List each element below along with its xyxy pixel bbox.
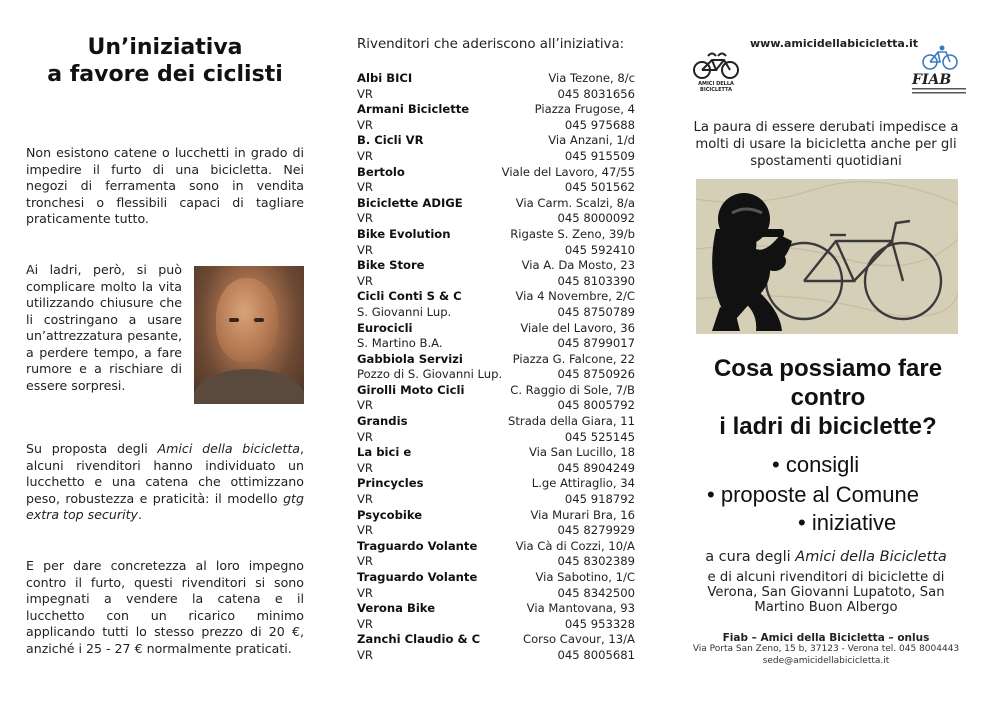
portrait-shoulders bbox=[194, 369, 304, 404]
retailer-row-secondary bbox=[357, 336, 635, 352]
retailer-row bbox=[357, 539, 635, 555]
retailer-row bbox=[357, 289, 635, 305]
retailer-row-secondary bbox=[357, 648, 635, 664]
retailer-address: L.ge Attiraglio, 34 bbox=[531, 476, 635, 491]
retailer-city: VR bbox=[357, 647, 373, 662]
retailer-row bbox=[357, 227, 635, 243]
intro-paragraph: Non esistono catene o lucchetti in grado di impedire il furto di una bicicletta. Nei negozi di ferramenta sono in vendita tronchesi o flessibili capaci di tagliare praticamente tutto. bbox=[26, 145, 304, 226]
retailer-city: VR bbox=[357, 460, 373, 475]
question-line2: contro bbox=[790, 384, 866, 411]
retailer-city: VR bbox=[357, 180, 373, 195]
retailer-address: Viale del Lavoro, 47/55 bbox=[501, 164, 635, 179]
retailer-row-secondary bbox=[357, 492, 635, 508]
retailer-row bbox=[357, 570, 635, 586]
retailer-phone: 045 8302389 bbox=[557, 554, 635, 569]
proposal-paragraph bbox=[26, 441, 304, 524]
retailer-row bbox=[357, 102, 635, 118]
org-email[interactable]: sede@amicidellabicicletta.it bbox=[762, 656, 890, 666]
retailer-phone: 045 592410 bbox=[564, 242, 635, 257]
retailer-address: Via 4 Novembre, 2/C bbox=[515, 289, 635, 304]
retailer-row-secondary bbox=[357, 523, 635, 539]
retailer-name: Biciclette ADIGE bbox=[357, 195, 463, 210]
retailer-city: VR bbox=[357, 554, 373, 569]
retailer-name: Verona Bike bbox=[357, 601, 436, 616]
retailer-row bbox=[357, 71, 635, 87]
proposal-model-name: gtg extra top security bbox=[26, 490, 304, 522]
retailer-phone: 045 975688 bbox=[564, 117, 635, 132]
retailer-city: VR bbox=[357, 148, 373, 163]
retailer-row bbox=[357, 601, 635, 617]
retailer-name: B. Cicli VR bbox=[357, 133, 424, 148]
retailer-name: Gabbiola Servizi bbox=[357, 351, 463, 366]
bullet-item-1: • consigli bbox=[772, 452, 860, 477]
bike-thief-illustration bbox=[696, 179, 958, 334]
retailer-row-secondary bbox=[357, 305, 635, 321]
retailer-row-secondary bbox=[357, 554, 635, 570]
retailer-city: VR bbox=[357, 86, 373, 101]
retailer-phone: 045 8904249 bbox=[557, 460, 635, 475]
retailer-name: Bertolo bbox=[357, 164, 405, 179]
retailer-name: Grandis bbox=[357, 414, 408, 429]
retailer-city: VR bbox=[357, 117, 373, 132]
bullet-text-1: consigli bbox=[785, 452, 860, 477]
retailer-phone: 045 501562 bbox=[564, 180, 635, 195]
retailer-row-secondary bbox=[357, 367, 635, 383]
retailer-row-secondary bbox=[357, 118, 635, 134]
proposal-text-a: Su proposta degli bbox=[26, 441, 158, 456]
retailer-city: VR bbox=[357, 585, 373, 600]
retailer-name: Girolli Moto Cicli bbox=[357, 382, 465, 397]
retailer-city: S. Martino B.A. bbox=[357, 336, 443, 351]
retailer-address: Rigaste S. Zeno, 39/b bbox=[510, 226, 635, 241]
retailer-row-secondary bbox=[357, 461, 635, 477]
retailer-row bbox=[357, 133, 635, 149]
retailer-row-secondary bbox=[357, 211, 635, 227]
curated-by bbox=[690, 548, 962, 566]
retailer-row bbox=[357, 508, 635, 524]
thieves-paragraph: Ai ladri, però, si può complicare molto la vita utilizzando chiusure che li costringano a usare un’attrezzatura pesante, a perdere tempo, a fare rumore e a rischiare di essere sorpresi. bbox=[26, 262, 182, 393]
retailer-address: Corso Cavour, 13/A bbox=[522, 632, 635, 647]
question-line3: i ladri di biciclette? bbox=[719, 413, 937, 440]
retailer-city: S. Giovanni Lup. bbox=[357, 304, 452, 319]
retailer-city: VR bbox=[357, 398, 373, 413]
price-paragraph: E per dare concretezza al loro impegno contro il furto, questi rivenditori si sono impegnati a vendere la catena e il lucchetto con un ricarico minimo applicando tutti lo stesso prezzo di 20 €, anziché i 25 - 27 € normalmente praticati. bbox=[26, 558, 304, 656]
right-panel bbox=[660, 0, 992, 702]
retailer-phone: 045 918792 bbox=[564, 492, 635, 507]
retailer-row-secondary bbox=[357, 87, 635, 103]
retailer-row bbox=[357, 352, 635, 368]
retailer-name: Princycles bbox=[357, 476, 424, 491]
left-title bbox=[26, 34, 304, 88]
retailer-name: Albi BICI bbox=[357, 71, 413, 85]
retailers-heading: Rivenditori che aderiscono all’iniziativa: bbox=[357, 37, 625, 52]
retailer-phone: 045 525145 bbox=[564, 429, 635, 444]
retailer-phone: 045 8279929 bbox=[557, 523, 635, 538]
retailer-name: Bike Evolution bbox=[357, 226, 451, 241]
retailer-name: Traguardo Volante bbox=[357, 570, 478, 584]
retailer-row-secondary bbox=[357, 398, 635, 414]
man-portrait-photo bbox=[194, 266, 304, 404]
bullet-text-3: iniziative bbox=[811, 510, 897, 535]
bullet-item-3: • iniziative bbox=[798, 510, 897, 535]
retailer-address: Via Tezone, 8/c bbox=[548, 71, 635, 85]
retailer-phone: 045 8005681 bbox=[557, 647, 635, 662]
curated-prefix: a cura degli bbox=[705, 549, 796, 565]
retailer-address: Via A. Da Mosto, 23 bbox=[521, 258, 635, 273]
main-question bbox=[678, 354, 978, 441]
left-title-line1: Un’iniziativa bbox=[87, 35, 243, 60]
middle-panel bbox=[330, 0, 660, 702]
fiab-logo bbox=[908, 44, 970, 96]
org-address: Via Porta San Zeno, 15 b, 37123 - Verona tel. 045 8004443 bbox=[692, 644, 960, 654]
retailer-address: Via Sabotino, 1/C bbox=[535, 570, 635, 584]
retailer-phone: 045 8000092 bbox=[557, 211, 635, 226]
retailer-row-secondary bbox=[357, 274, 635, 290]
portrait-eye-left bbox=[229, 318, 239, 322]
retailer-address: Via Mantovana, 93 bbox=[526, 601, 635, 616]
bullet-text-2: proposte al Comune bbox=[720, 482, 919, 507]
retailer-address: Via San Lucillo, 18 bbox=[528, 445, 635, 460]
retailers-list bbox=[357, 71, 635, 664]
retailer-name: Traguardo Volante bbox=[357, 538, 478, 553]
retailer-row bbox=[357, 165, 635, 181]
retailer-city: VR bbox=[357, 242, 373, 257]
retailer-address: Viale del Lavoro, 36 bbox=[520, 320, 635, 335]
retailer-row bbox=[357, 383, 635, 399]
retailer-row-secondary bbox=[357, 180, 635, 196]
retailer-phone: 045 915509 bbox=[564, 148, 635, 163]
retailer-address: Via Anzani, 1/d bbox=[548, 133, 635, 148]
retailer-phone: 045 8005792 bbox=[557, 398, 635, 413]
retailer-city: Pozzo di S. Giovanni Lup. bbox=[357, 367, 503, 382]
retailer-name: Cicli Conti S & C bbox=[357, 289, 462, 304]
retailer-row bbox=[357, 445, 635, 461]
retailer-address: Via Cà di Cozzi, 10/A bbox=[515, 538, 635, 553]
bullet-item-2: • proposte al Comune bbox=[707, 482, 919, 507]
retailer-name: Psycobike bbox=[357, 507, 423, 522]
retailer-address: Piazza G. Falcone, 22 bbox=[512, 351, 635, 366]
retailer-phone: 045 8799017 bbox=[557, 336, 635, 351]
retailer-row bbox=[357, 258, 635, 274]
retailer-name: Bike Store bbox=[357, 258, 425, 273]
proposal-text-c: , alcuni rivenditori hanno individuato un lucchetto e una catena che ottimizzano peso, robustezza e praticità: il modello bbox=[26, 441, 304, 506]
retailer-name: Armani Biciclette bbox=[357, 102, 470, 117]
retailer-row-secondary bbox=[357, 617, 635, 633]
portrait-face bbox=[216, 278, 278, 362]
question-line1: Cosa possiamo fare bbox=[713, 355, 943, 382]
retailer-row-secondary bbox=[357, 586, 635, 602]
retailer-row bbox=[357, 476, 635, 492]
retailer-address: Via Murari Bra, 16 bbox=[530, 507, 635, 522]
retailer-phone: 045 8103390 bbox=[557, 273, 635, 288]
retailer-city: VR bbox=[357, 616, 373, 631]
retailer-row bbox=[357, 632, 635, 648]
logo-left-text-1: AMICI DELLA bbox=[698, 81, 734, 87]
retailer-row-secondary bbox=[357, 243, 635, 259]
partners-text: e di alcuni rivenditori di biciclette di Verona, San Giovanni Lupatoto, San Martino Buon Albergo bbox=[707, 570, 945, 615]
logo-right-text: FIAB bbox=[912, 72, 952, 88]
retailer-address: Strada della Giara, 11 bbox=[508, 414, 635, 429]
proposal-text-e: . bbox=[137, 507, 142, 522]
retailer-phone: 045 8750926 bbox=[557, 367, 635, 382]
retailer-phone: 045 8031656 bbox=[557, 86, 635, 101]
retailer-address: Via Carm. Scalzi, 8/a bbox=[515, 195, 635, 210]
retailer-name: Eurocicli bbox=[357, 320, 413, 335]
retailer-phone: 045 8342500 bbox=[557, 585, 635, 600]
left-panel bbox=[0, 0, 330, 702]
org-name: Fiab – Amici della Bicicletta – onlus bbox=[722, 632, 930, 644]
retailer-row-secondary bbox=[357, 430, 635, 446]
retailer-address: C. Raggio di Sole, 7/B bbox=[510, 382, 635, 397]
tagline: La paura di essere derubati impedisce a molti di usare la bicicletta anche per gli spostamenti quotidiani bbox=[693, 120, 959, 169]
left-title-line2: a favore dei ciclisti bbox=[47, 62, 283, 87]
portrait-eye-right bbox=[254, 318, 264, 322]
retailer-phone: 045 8750789 bbox=[557, 304, 635, 319]
retailer-city: VR bbox=[357, 492, 373, 507]
proposal-org-name: Amici della bicicletta bbox=[157, 441, 300, 456]
retailer-name: Zanchi Claudio & C bbox=[357, 632, 481, 647]
logo-left-text-2: BICICLETTA bbox=[700, 87, 732, 92]
curated-org: Amici della Bicicletta bbox=[795, 549, 947, 565]
retailer-name: La bici e bbox=[357, 445, 412, 460]
website-url[interactable]: www.amicidellabicicletta.it bbox=[750, 37, 919, 50]
retailer-row bbox=[357, 321, 635, 337]
retailer-row-secondary bbox=[357, 149, 635, 165]
retailer-row bbox=[357, 414, 635, 430]
retailer-phone: 045 953328 bbox=[564, 616, 635, 631]
retailer-row bbox=[357, 196, 635, 212]
amici-della-bicicletta-logo bbox=[690, 50, 742, 92]
retailer-city: VR bbox=[357, 523, 373, 538]
retailer-city: VR bbox=[357, 273, 373, 288]
retailer-city: VR bbox=[357, 429, 373, 444]
retailer-city: VR bbox=[357, 211, 373, 226]
retailer-address: Piazza Frugose, 4 bbox=[534, 102, 635, 117]
